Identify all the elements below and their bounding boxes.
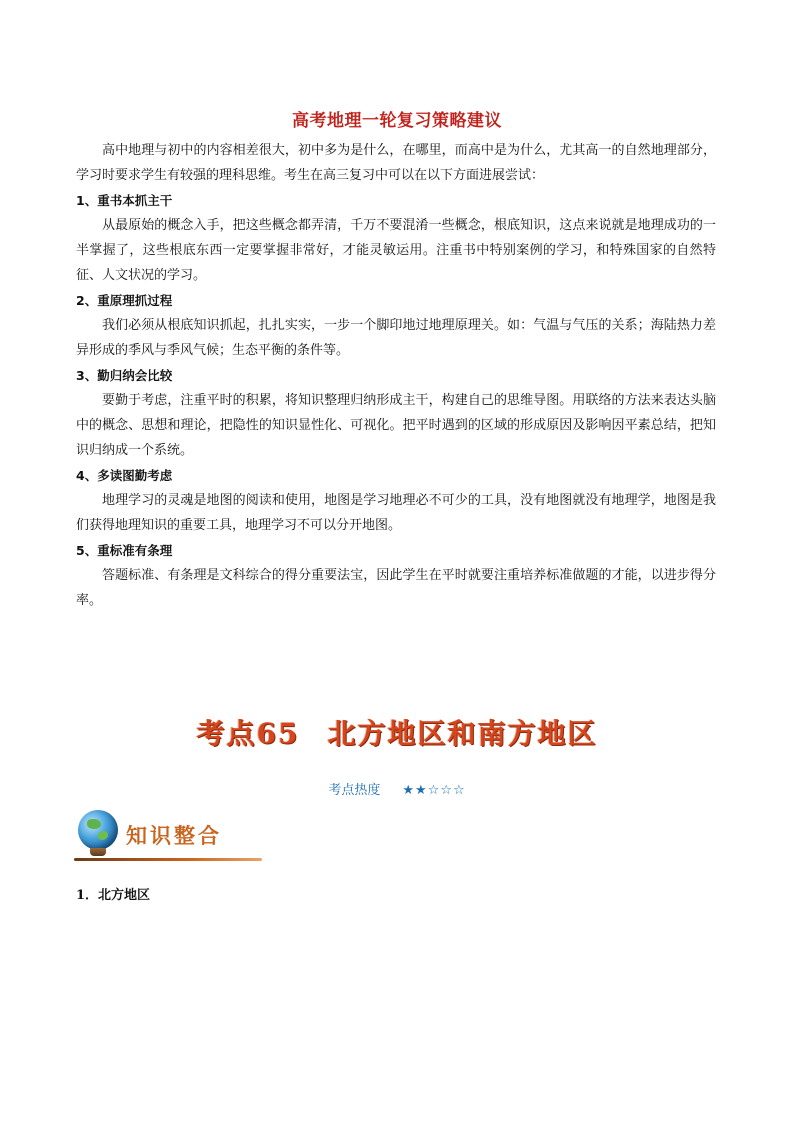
kaodian-label: 考点65 [196,717,300,750]
section-banner [74,808,262,862]
star-rating-icon: ★★☆☆☆ [402,783,466,798]
section-body-3: 要勤于考虑，注重平时的积累，将知识整理归纳形成主干，构建自己的思维导图。用联络的方法来表达头脑中的概念、思想和理论，把隐性的知识显性化、可视化。把平时遇到的区域的形成原因及影响因平素总结，把知识归纳成一个系统。 [76,393,716,458]
kaodian-name: 北方地区和南方地区 [327,717,598,750]
section-body-5: 答题标准、有条理是文科综合的得分重要法宝，因此学生在平时就要注重培养标准做题的才能，以进步得分率。 [76,568,716,608]
heat-rating [0,779,794,798]
section-heading-5: 5、重标准有条理 [76,543,173,558]
heat-label: 考点热度 [328,783,381,798]
section-heading-1: 1、重书本抓主干 [76,193,173,208]
section-heading-2: 2、重原理抓过程 [76,293,173,308]
intro-paragraph: 高中地理与初中的内容相差很大，初中多为是什么，在哪里，而高中是为什么，尤其高一的自然地理部分，学习时要求学生有较强的理科思维。考生在高三复习中可以在以下方面进展尝试： [76,143,716,183]
section-body-2: 我们必须从根底知识抓起，扎扎实实，一步一个脚印地过地理原理关。如：气温与气压的关系；海陆热力差异形成的季风与季风气候；生态平衡的条件等。 [76,318,716,358]
article-body [76,138,716,613]
section-heading-3: 3、勤归纳会比较 [76,368,173,383]
globe-stand-icon [90,848,106,856]
globe-icon [78,810,118,850]
sub-item-heading: 1．北方地区 [76,888,151,903]
page-title: 高考地理一轮复习策略建议 [292,111,502,131]
kaodian-title [0,712,794,752]
section-banner-label: 知识整合 [126,823,222,848]
section-body-4: 地理学习的灵魂是地图的阅读和使用，地图是学习地理必不可少的工具，没有地图就没有地理学，地图是我们获得地理知识的重要工具，地理学习不可以分开地图。 [76,493,716,533]
section-heading-4: 4、多读图勤考虑 [76,468,173,483]
banner-underline [74,858,262,861]
section-body-1: 从最原始的概念入手，把这些概念都弄清，千万不要混淆一些概念，根底知识，这点来说就是地理成功的一半掌握了，这些根底东西一定要掌握非常好，才能灵敏运用。注重书中特别案例的学习，和特殊国家的自然特征、人文状况的学习。 [76,218,716,283]
